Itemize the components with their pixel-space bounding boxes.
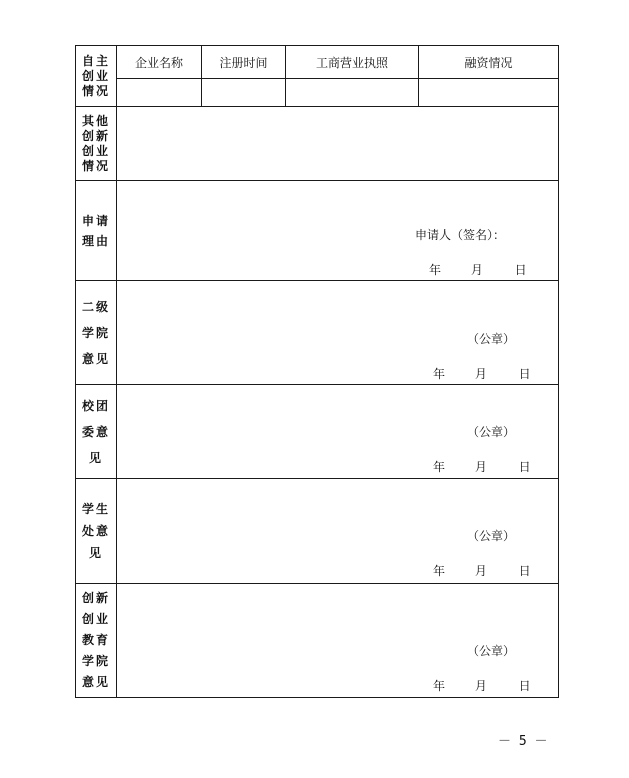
youth-league-opinion-content[interactable] bbox=[117, 385, 558, 478]
official-seal-label: （公章） bbox=[467, 529, 516, 543]
student-affairs-opinion-content[interactable] bbox=[117, 479, 558, 583]
label-line: 其他 bbox=[81, 113, 110, 128]
innovation-college-opinion-row bbox=[76, 584, 558, 697]
application-reason-content[interactable] bbox=[117, 181, 558, 280]
innovation-college-date bbox=[433, 677, 531, 694]
innovation-college-opinion-label bbox=[76, 584, 117, 697]
day-label: 日 bbox=[518, 460, 531, 474]
page-number: － 5 － bbox=[498, 734, 548, 749]
label-line: 教育 bbox=[81, 633, 110, 647]
self-employment-row bbox=[76, 46, 558, 107]
youth-league-date bbox=[433, 458, 531, 475]
business-license-cell[interactable] bbox=[286, 78, 419, 106]
label-line: 意见 bbox=[81, 675, 110, 689]
official-seal-label: （公章） bbox=[467, 644, 516, 658]
enterprise-subtable bbox=[117, 46, 558, 106]
application-date bbox=[429, 261, 527, 278]
day-label: 日 bbox=[514, 263, 527, 277]
innovation-college-opinion-content[interactable] bbox=[117, 584, 558, 697]
student-affairs-opinion-row bbox=[76, 479, 558, 584]
label-line: 情况 bbox=[81, 83, 110, 98]
other-employment-content[interactable] bbox=[117, 107, 558, 180]
college-date bbox=[433, 365, 531, 382]
official-seal-label: （公章） bbox=[467, 425, 516, 439]
year-label: 年 bbox=[429, 263, 442, 277]
year-label: 年 bbox=[433, 564, 446, 578]
year-label: 年 bbox=[433, 460, 446, 474]
label-line: 情况 bbox=[81, 158, 110, 173]
month-label: 月 bbox=[470, 263, 483, 277]
financing-header: 融资情况 bbox=[464, 55, 513, 70]
registration-time-header: 注册时间 bbox=[202, 46, 286, 78]
enterprise-name-cell[interactable] bbox=[117, 78, 202, 106]
month-label: 月 bbox=[474, 460, 487, 474]
other-employment-label bbox=[76, 107, 117, 180]
other-employment-row bbox=[76, 107, 558, 181]
label-line: 创业 bbox=[81, 612, 110, 626]
month-label: 月 bbox=[474, 564, 487, 578]
year-label: 年 bbox=[433, 367, 446, 381]
label-line: 学生 bbox=[81, 502, 110, 516]
application-reason-row bbox=[76, 181, 558, 281]
college-opinion-label bbox=[76, 281, 117, 384]
label-line: 处意 bbox=[81, 524, 110, 538]
youth-league-opinion-label bbox=[76, 385, 117, 478]
label-line: 学院 bbox=[81, 654, 110, 668]
student-affairs-opinion-label bbox=[76, 479, 117, 583]
student-affairs-date bbox=[433, 562, 531, 579]
label-line: 学院 bbox=[81, 325, 110, 340]
registration-time-cell[interactable] bbox=[202, 78, 286, 106]
financing-cell[interactable] bbox=[419, 78, 558, 106]
day-label: 日 bbox=[518, 679, 531, 693]
label-line: 申请 bbox=[81, 213, 110, 228]
label-line: 二级 bbox=[81, 299, 110, 314]
label-line: 委意 bbox=[81, 424, 110, 439]
self-employment-label bbox=[76, 46, 117, 106]
application-reason-label bbox=[76, 181, 117, 280]
label-line: 创业 bbox=[81, 143, 110, 158]
label-line: 见 bbox=[88, 450, 103, 465]
college-opinion-row bbox=[76, 281, 558, 385]
label-line: 创业 bbox=[81, 68, 110, 83]
youth-league-opinion-row bbox=[76, 385, 558, 479]
business-license-header: 工商营业执照 bbox=[286, 46, 419, 78]
label-line: 自主 bbox=[81, 53, 110, 68]
label-line: 校团 bbox=[81, 398, 110, 413]
label-line: 创新 bbox=[81, 591, 110, 605]
official-seal-label: （公章） bbox=[467, 332, 516, 346]
day-label: 日 bbox=[518, 564, 531, 578]
month-label: 月 bbox=[474, 679, 487, 693]
label-line: 见 bbox=[88, 546, 103, 560]
month-label: 月 bbox=[474, 367, 487, 381]
application-form-table bbox=[75, 45, 559, 698]
enterprise-name-header: 企业名称 bbox=[117, 46, 202, 78]
year-label: 年 bbox=[433, 679, 446, 693]
label-line: 理由 bbox=[81, 233, 110, 248]
label-line: 意见 bbox=[81, 351, 110, 366]
label-line: 创新 bbox=[81, 128, 110, 143]
day-label: 日 bbox=[518, 367, 531, 381]
applicant-signature-label: 申请人（签名）： bbox=[415, 228, 506, 242]
college-opinion-content[interactable] bbox=[117, 281, 558, 384]
